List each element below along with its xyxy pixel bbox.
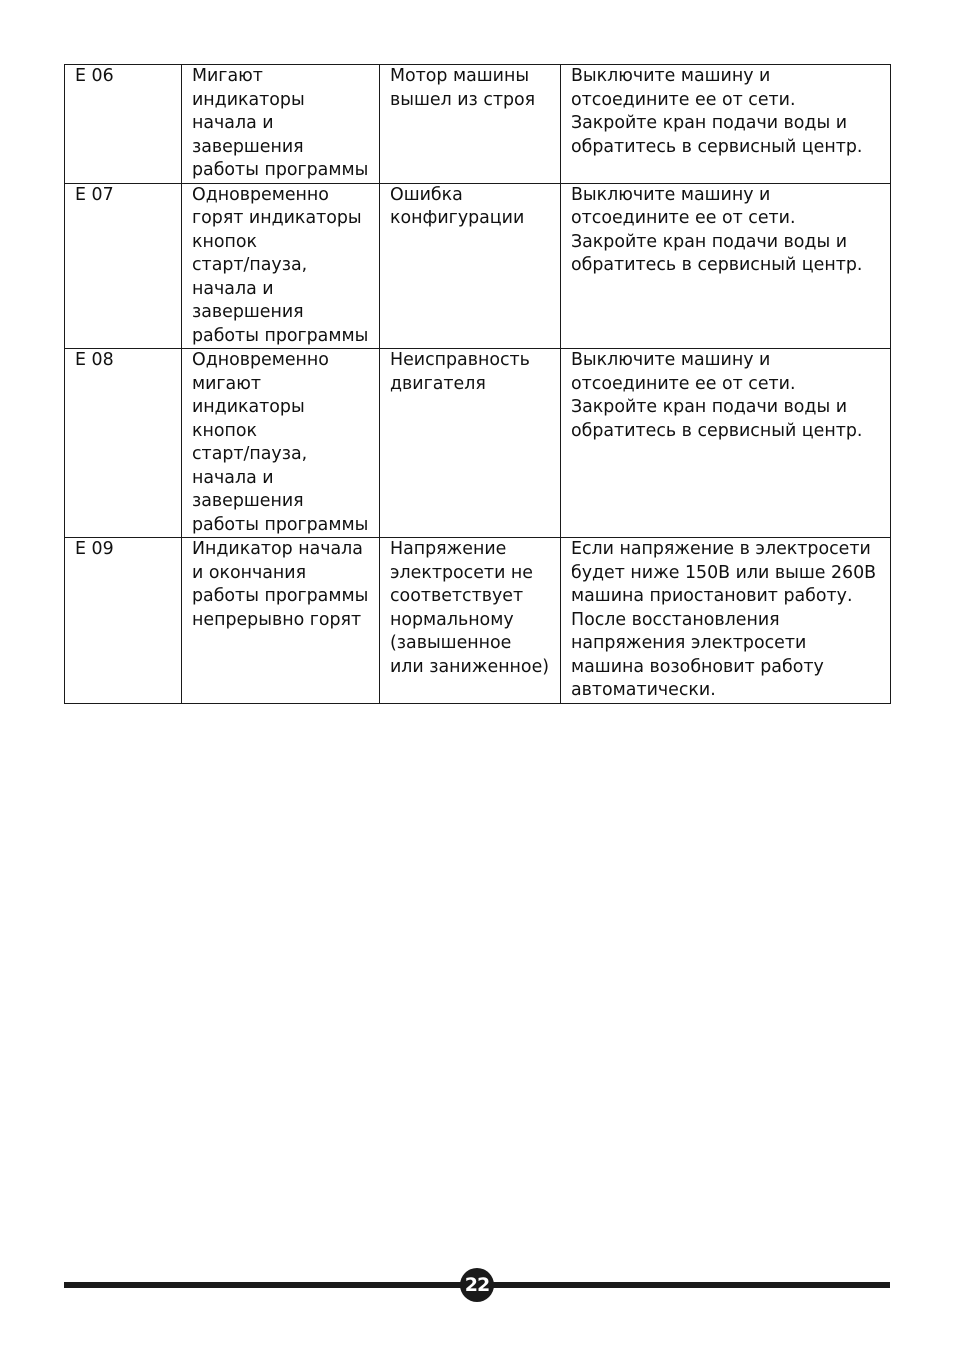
cause-cell: Мотор машины вышел из строя — [380, 65, 561, 184]
table-row — [65, 183, 891, 349]
error-code-cell: E 08 — [65, 349, 182, 538]
error-code-table — [64, 64, 891, 704]
table-row — [65, 65, 891, 184]
indication-cell: Мигают индикаторы начала и завершения работы программы — [182, 65, 380, 184]
table-row — [65, 538, 891, 704]
error-code-cell: E 09 — [65, 538, 182, 704]
error-code-cell: E 06 — [65, 65, 182, 184]
cause-cell: Ошибка конфигурации — [380, 183, 561, 349]
indication-cell: Одновременно горят индикаторы кнопок старт/пауза, начала и завершения работы программы — [182, 183, 380, 349]
action-cell: Выключите машину и отсоедините ее от сети. Закройте кран подачи воды и обратитесь в сервисный центр. — [561, 65, 891, 184]
action-cell: Выключите машину и отсоедините ее от сети. Закройте кран подачи воды и обратитесь в сервисный центр. — [561, 349, 891, 538]
table-row — [65, 349, 891, 538]
page-number-badge: 22 — [460, 1268, 494, 1302]
indication-cell: Индикатор начала и окончания работы программы непрерывно горят — [182, 538, 380, 704]
footer-rule-right — [492, 1282, 890, 1288]
indication-cell: Одновременно мигают индикаторы кнопок старт/пауза, начала и завершения работы программы — [182, 349, 380, 538]
cause-cell: Напряжение электросети не соответствует нормальному (завышенное или заниженное) — [380, 538, 561, 704]
action-cell: Если напряжение в электросети будет ниже 150В или выше 260В машина приостановит работу. После восстановления напряжения электросети машина возобновит работу автоматически. — [561, 538, 891, 704]
action-cell: Выключите машину и отсоедините ее от сети. Закройте кран подачи воды и обратитесь в сервисный центр. — [561, 183, 891, 349]
footer-rule-left — [64, 1282, 464, 1288]
error-code-cell: E 07 — [65, 183, 182, 349]
cause-cell: Неисправность двигателя — [380, 349, 561, 538]
